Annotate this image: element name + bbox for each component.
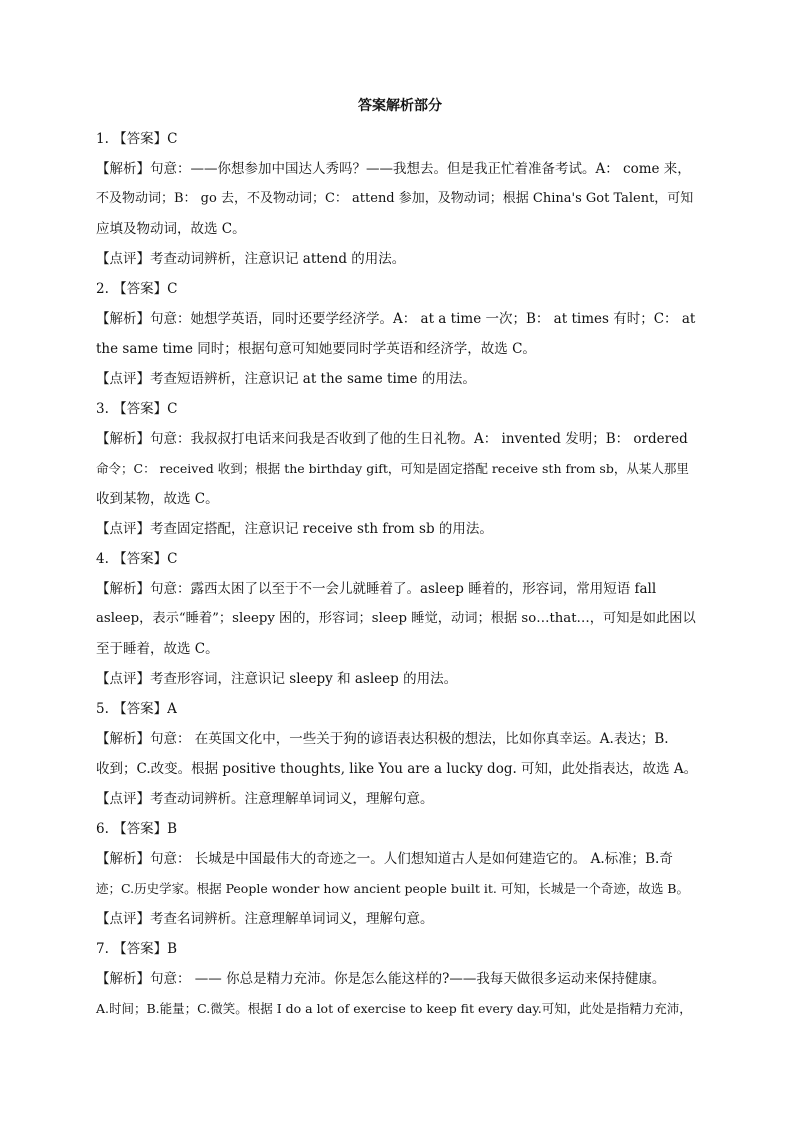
- text-line: 1. 【答案】C: [96, 131, 178, 147]
- text-line: 5. 【答案】A: [96, 701, 177, 717]
- text-line: 【点评】考查动词辨析。注意理解单词词义，理解句意。: [96, 791, 434, 807]
- text-line: asleep，表示“睡着”；sleepy 困的，形容词；sleep 睡觉，动词；根据 so…that…，可知是如此困以: [96, 611, 696, 626]
- text-line: 【解析】句意：——你想参加中国达人秀吗？——我想去。但是我正忙着准备考试。A： come 来，: [96, 161, 691, 177]
- text-line: the same time 同时；根据句意可知她要同时学英语和经济学，故选 C。: [96, 341, 536, 357]
- text-line: 【解析】句意：我叔叔打电话来问我是否收到了他的生日礼物。A： invented 发明；B： ordered: [96, 431, 688, 447]
- text-line: 3. 【答案】C: [96, 401, 178, 417]
- text-line: 【解析】句意： —— 你总是精力充沛。你是怎么能这样的?——我每天做很多运动来保持健康。: [96, 971, 666, 987]
- text-line: 应填及物动词，故选 C。: [96, 221, 246, 237]
- text-line: 6. 【答案】B: [96, 821, 178, 837]
- text-line: 【点评】考查动词辨析，注意识记 attend 的用法。: [96, 251, 406, 267]
- text-line: 【点评】考查形容词，注意识记 sleepy 和 asleep 的用法。: [96, 671, 458, 687]
- text-line: 2. 【答案】C: [96, 281, 178, 297]
- text-line: 【解析】句意：露西太困了以至于不一会儿就睡着了。asleep 睡着的，形容词，常用短语 fall: [96, 581, 657, 597]
- text-line: 【解析】句意： 长城是中国最伟大的奇迹之一。人们想知道古人是如何建造它的。 A.标准；B.奇: [96, 851, 673, 867]
- text-line: 7. 【答案】B: [96, 941, 178, 957]
- text-line: 收到；C.改变。根据 positive thoughts, like You are a lucky dog. 可知，此处指表达，故选 A。: [96, 761, 698, 777]
- answer-analysis-body: [96, 124, 700, 1024]
- text-line: 至于睡着，故选 C。: [96, 641, 219, 657]
- page-title: 答案解析部分: [358, 98, 442, 114]
- text-line: 【点评】考查名词辨析。注意理解单词词义，理解句意。: [96, 911, 434, 927]
- text-line: 【点评】考查固定搭配，注意识记 receive sth from sb 的用法。: [96, 521, 493, 537]
- text-line: 不及物动词；B： go 去，不及物动词；C： attend 参加，及物动词；根据 China's Got Talent，可知: [96, 191, 694, 206]
- text-line: 迹；C.历史学家。根据 People wonder how ancient people built it. 可知，长城是一个奇迹，故选 B。: [96, 881, 689, 896]
- text-line: 【解析】句意： 在英国文化中，一些关于狗的谚语表达积极的想法，比如你真幸运。A.表达；B.: [96, 731, 669, 747]
- text-line: 【点评】考查短语辨析，注意识记 at the same time 的用法。: [96, 371, 476, 387]
- text-line: 【解析】句意：她想学英语，同时还要学经济学。A： at a time 一次；B： at times 有时；C： at: [96, 311, 696, 327]
- text-line: 命令；C： received 收到；根据 the birthday gift，可知是固定搭配 receive sth from sb，从某人那里: [96, 461, 689, 476]
- text-line: A.时间；B.能量；C.微笑。根据 I do a lot of exercise to keep fit every day.可知，此处是指精力充沛，: [96, 1001, 692, 1016]
- text-line: 4. 【答案】C: [96, 551, 178, 567]
- text-line: 收到某物，故选 C。: [96, 491, 219, 507]
